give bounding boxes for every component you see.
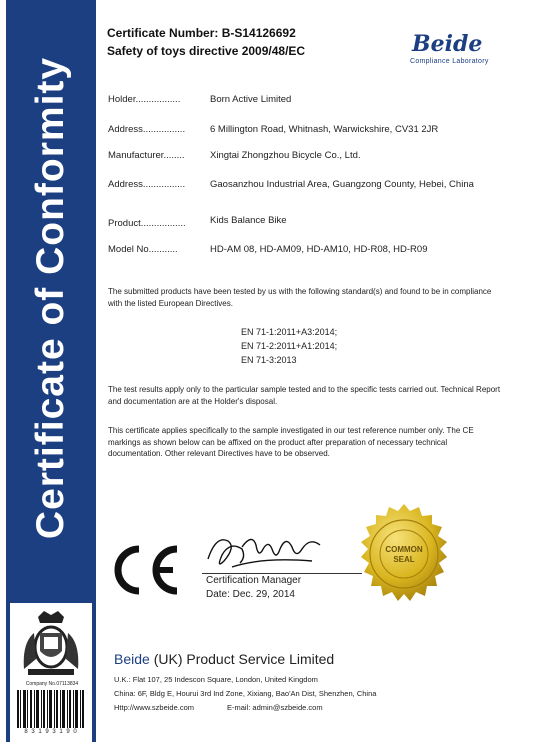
uk-address: U.K.: Flat 107, 25 Indescon Square, London, United Kingdom <box>114 675 318 684</box>
beide-logo: Beide <box>412 31 483 57</box>
common-seal-icon <box>351 502 457 608</box>
svg-text:COMMON: COMMON <box>385 545 423 554</box>
service-company-title <box>114 651 334 667</box>
holder-address-label: Address................ <box>108 124 186 135</box>
tested-paragraph: The submitted products have been tested by us with the following standard(s) and found to be in compliance with the listed European Directives. <box>108 287 492 308</box>
manufacturer-label: Manufacturer........ <box>108 150 185 161</box>
standard-2: EN 71-2:2011+A1:2014; <box>241 341 338 351</box>
ce-mark-icon <box>109 543 181 597</box>
certificate-number: Certificate Number: B-S14126692 <box>107 26 296 40</box>
sidebar-title-text: Certificate of Conformity <box>29 56 72 540</box>
holder-address-value: 6 Millington Road, Whitnash, Warwickshire, CV31 2JR <box>210 124 439 135</box>
service-title-rest: (UK) Product Service Limited <box>149 651 335 667</box>
china-address: China: 6F, Bldg E, Hourui 3rd Ind Zone, Xixiang, Bao'An Dist, Shenzhen, China <box>114 689 377 698</box>
company-number: Company No.07113834 <box>25 681 79 687</box>
manufacturer-address-label: Address................ <box>108 179 186 190</box>
email-link[interactable]: E-mail: admin@szbeide.com <box>227 703 323 712</box>
signature-line <box>202 573 362 574</box>
barcode-number: 8 3 1 9 3 1 9 0 <box>24 729 78 735</box>
results-paragraph: The test results apply only to the particular sample tested and to the specific tests carried out. Technical Report and documentation are at the Holder's disposal. <box>108 385 501 406</box>
crest-box <box>10 603 92 742</box>
logo-subtitle: Compliance Laboratory <box>410 58 489 65</box>
svg-text:SEAL: SEAL <box>393 555 415 564</box>
barcode-icon <box>16 690 86 728</box>
royal-crest-icon <box>18 609 84 679</box>
certificate-date: Date: Dec. 29, 2014 <box>206 589 295 600</box>
applies-paragraph: This certificate applies specifically to the sample investigated in our test reference number only. The CE markings as shown below can be affixed on the product after preparation of necessary technical documentation. Other relevant Directives have to be observed. <box>108 426 474 458</box>
model-label: Model No........... <box>108 244 178 255</box>
sidebar-title <box>6 0 96 590</box>
holder-label: Holder................. <box>108 94 181 105</box>
website-link[interactable]: Http://www.szbeide.com <box>114 703 195 712</box>
model-value: HD-AM 08, HD-AM09, HD-AM10, HD-R08, HD-R09 <box>210 244 428 255</box>
standard-1: EN 71-1:2011+A3:2014; <box>241 327 338 337</box>
standard-3: EN 71-3:2013 <box>241 355 297 365</box>
signatory-role: Certification Manager <box>206 575 302 586</box>
manufacturer-address-value: Gaosanzhou Industrial Area, Guangzong County, Hebei, China <box>210 179 474 190</box>
holder-value: Born Active Limited <box>210 94 292 105</box>
signature-icon <box>202 527 328 577</box>
product-label: Product................. <box>108 218 186 229</box>
manufacturer-value: Xingtai Zhongzhou Bicycle Co., Ltd. <box>210 150 361 161</box>
directive-title: Safety of toys directive 2009/48/EC <box>107 44 306 58</box>
product-value: Kids Balance Bike <box>210 215 287 226</box>
service-brand: Beide <box>114 651 150 667</box>
